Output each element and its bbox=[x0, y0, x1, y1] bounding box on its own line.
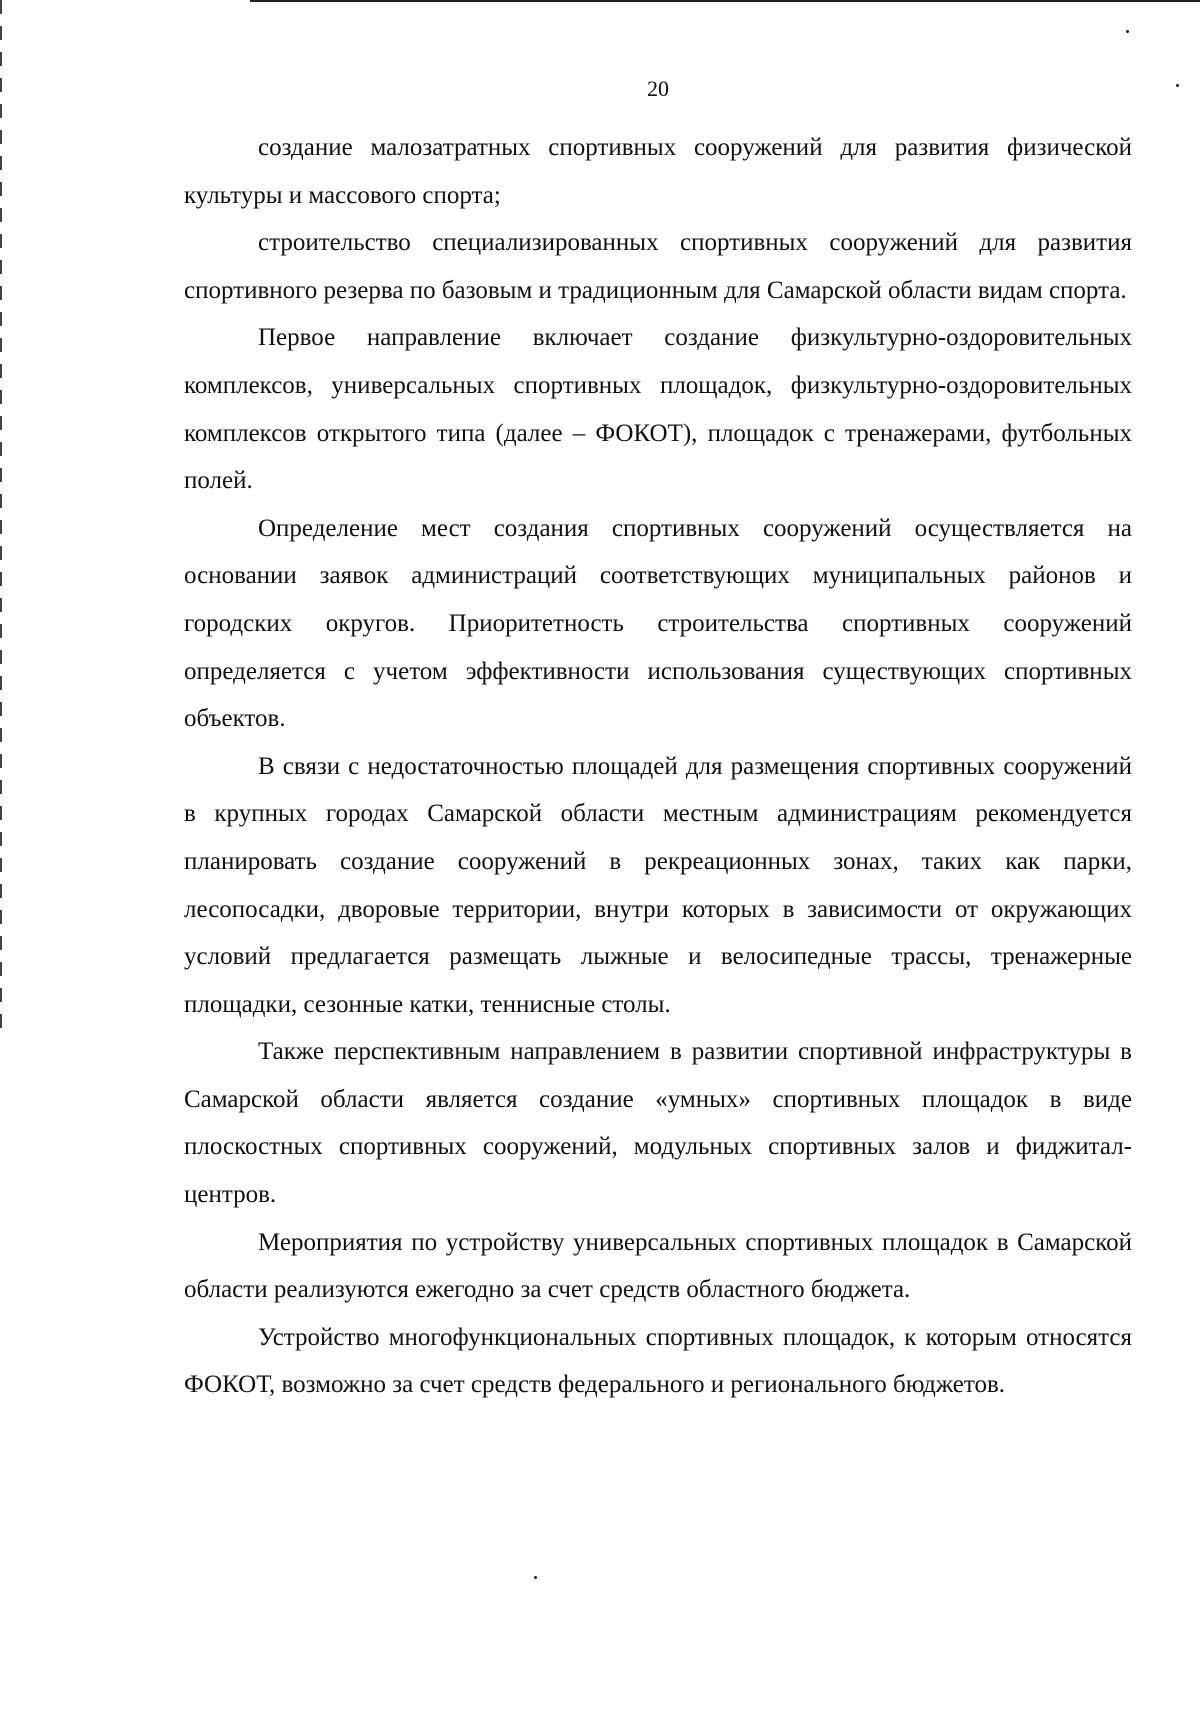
paragraph: Определение мест создания спортивных сооружений осуществляется на основании заявок администраций соответствующих муниципальных районов и городских округов. Приоритетность строительства спортивных сооружений определяется с учетом эффективности использования существующих спортивных объектов. bbox=[184, 514, 1132, 733]
scan-speck bbox=[534, 1576, 537, 1579]
paragraph: Первое направление включает создание физкультурно-оздоровительных комплексов, универсальных спортивных площадок, физкультурно-оздоровительных комплексов открытого типа (далее – ФОКОТ), площадок с тренажерами, футбольных полей. bbox=[184, 324, 1132, 495]
page-number: 20 bbox=[647, 76, 669, 101]
scan-top-edge bbox=[250, 0, 1200, 2]
paragraph: В связи с недостаточностью площадей для размещения спортивных сооружений в крупных городах Самарской области местным администрациям рекомендуется планировать создание сооружений в рекреационных зонах, таких как парки, лесопосадки, дворовые территории, внутри которых в зависимости от окружающих условий предлагается размещать лыжные и велосипедные трассы, тренажерные площадки, сезонные катки, теннисные столы. bbox=[184, 752, 1132, 1018]
paragraph: Устройство многофункциональных спортивных площадок, к которым относятся ФОКОТ, возможно за счет средств федерального и регионального бюджетов. bbox=[184, 1323, 1132, 1399]
scan-speck bbox=[1126, 30, 1129, 33]
scan-left-edge bbox=[0, 0, 2, 1030]
paragraph: создание малозатратных спортивных сооружений для развития физической культуры и массового спорта; bbox=[184, 134, 1132, 209]
body-text bbox=[184, 124, 1132, 1409]
paragraph: Также перспективным направлением в развитии спортивной инфраструктуры в Самарской области является создание «умных» спортивных площадок в виде плоскостных спортивных сооружений, модульных спортивных залов и фиджитал-центров. bbox=[184, 1038, 1132, 1209]
paragraph: Мероприятия по устройству универсальных спортивных площадок в Самарской области реализуются ежегодно за счет средств областного бюджета. bbox=[184, 1228, 1132, 1304]
paragraph: строительство специализированных спортивных сооружений для развития спортивного резерва по базовым и традиционным для Самарской области видам спорта. bbox=[184, 229, 1132, 304]
